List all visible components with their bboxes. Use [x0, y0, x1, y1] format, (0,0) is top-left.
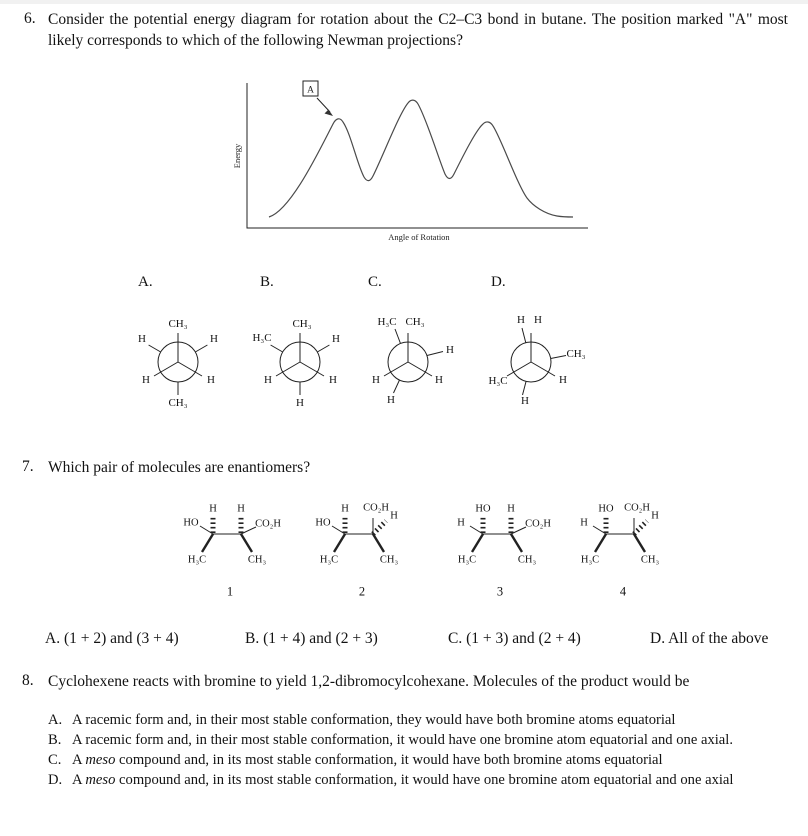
substituent-label: H: [651, 510, 659, 522]
substituent-label: CO₂H: [624, 502, 650, 514]
q7-answer-a: A. (1 + 2) and (3 + 4): [45, 630, 179, 647]
substituent-label: H: [209, 503, 217, 515]
substituent-label: H₃C: [319, 554, 339, 566]
newman-projection-c: [353, 274, 471, 426]
substituent-label: H: [332, 333, 340, 345]
substituent-label: H₃C: [252, 332, 272, 344]
substituent-label: CH₃: [517, 554, 537, 566]
option-text: A: [72, 772, 86, 788]
substituent-label: H: [341, 503, 349, 515]
substituent-label: HO: [598, 503, 614, 515]
substituent-label: H: [390, 510, 398, 522]
option-text: compound and, in its most stable conformation, it would have one bromine atom equatorial and one axial: [115, 772, 734, 788]
q7-answer-d: D. All of the above: [650, 630, 769, 647]
substituent-label: H: [264, 374, 272, 386]
projection-letter: D.: [491, 274, 506, 290]
projection-letter: A.: [138, 274, 153, 290]
newman-drawing: [476, 299, 588, 421]
substituent-label: H₃C: [377, 316, 397, 328]
newman-drawing: [245, 299, 357, 421]
q8-option-d: [48, 772, 733, 789]
option-text: A racemic form and, in their most stable conformation, they would have both bromine atoms equatorial: [72, 712, 676, 728]
option-text: A: [72, 752, 86, 768]
question-8-number: 8.: [22, 672, 34, 689]
substituent-label: CO₂H: [525, 518, 551, 530]
substituent-label: H: [210, 333, 218, 345]
substituent-label: H₃C: [580, 554, 600, 566]
substituent-label: CH₃: [405, 316, 425, 328]
skeletal-structure-2: [312, 492, 412, 606]
q8-option-a: [48, 712, 675, 729]
option-emphasis: meso: [85, 752, 116, 768]
substituent-label: H₃C: [488, 375, 508, 387]
option-label: B.: [48, 732, 62, 748]
substituent-label: CH₃: [292, 318, 312, 330]
option-label: C.: [48, 752, 62, 768]
structure-number: 3: [496, 584, 504, 599]
newman-projection-a: [123, 274, 241, 426]
projection-letter: B.: [260, 274, 274, 290]
substituent-label: HO: [315, 517, 331, 529]
substituent-label: H: [517, 314, 525, 326]
question-8-text: Cyclohexene reacts with bromine to yield 1,2-dibromocylcohexane. Molecules of the product would be: [48, 673, 690, 690]
structure-number: 4: [619, 584, 627, 599]
newman-drawing: [123, 299, 235, 421]
substituent-label: CH₃: [168, 318, 188, 330]
substituent-label: H: [457, 517, 465, 529]
y-axis-label: Energy: [233, 143, 242, 169]
projection-letter: C.: [368, 274, 382, 290]
q7-answer-b: B. (1 + 4) and (2 + 3): [245, 630, 378, 647]
newman-projection-b: [245, 274, 363, 426]
option-text: compound and, in its most stable conformation, it would have both bromine atoms equatorial: [115, 752, 663, 768]
substituent-label: H: [559, 374, 567, 386]
substituent-label: H: [435, 374, 443, 386]
structure-number: 1: [226, 584, 234, 599]
substituent-label: H: [329, 374, 337, 386]
substituent-label: CO₂H: [363, 502, 389, 514]
substituent-label: H₃C: [187, 554, 207, 566]
substituent-label: H: [372, 374, 380, 386]
substituent-label: H: [142, 374, 150, 386]
option-label: D.: [48, 772, 63, 788]
substituent-label: H: [521, 395, 529, 407]
q8-option-c: [48, 752, 663, 769]
question-7-text: Which pair of molecules are enantiomers?: [48, 459, 311, 476]
substituent-label: H: [237, 503, 245, 515]
q7-answer-c: C. (1 + 3) and (2 + 4): [448, 630, 581, 647]
substituent-label: H: [387, 394, 395, 406]
skeletal-structure-4: [573, 492, 673, 606]
substituent-label: CH₃: [566, 348, 586, 360]
skeletal-structure-3: [450, 492, 550, 606]
question-6-text: Consider the potential energy diagram for rotation about the C2–C3 bond in butane. The position marked "A" most likely corresponds to which of the following Newman projections?: [48, 11, 788, 49]
x-axis-label: Angle of Rotation: [388, 232, 450, 242]
marker-a-label: A: [307, 85, 314, 96]
question-7-number: 7.: [22, 458, 34, 475]
marker-arrow-line: [317, 98, 330, 112]
substituent-label: HO: [475, 503, 491, 515]
substituent-label: H: [534, 314, 542, 326]
question-6-number: 6.: [24, 10, 36, 27]
option-emphasis: meso: [85, 772, 116, 788]
substituent-label: CH₃: [168, 397, 188, 409]
marker-arrow-head: [325, 110, 334, 117]
page-edge-strip: [0, 0, 808, 4]
substituent-label: H₃C: [457, 554, 477, 566]
substituent-label: H: [507, 503, 515, 515]
structure-number: 2: [358, 584, 366, 599]
diagram-axes: [247, 83, 588, 228]
substituent-label: H: [207, 374, 215, 386]
substituent-label: H: [446, 344, 454, 356]
option-text: A racemic form and, in their most stable conformation, it would have one bromine atom equatorial and one axial.: [72, 732, 733, 748]
skeletal-structure-1: [180, 492, 280, 606]
newman-projection-d: [476, 274, 594, 426]
substituent-label: H: [580, 517, 588, 529]
newman-drawing: [353, 299, 465, 421]
substituent-label: CH₃: [640, 554, 660, 566]
q8-option-b: [48, 732, 733, 749]
substituent-label: H: [138, 333, 146, 345]
substituent-label: CO₂H: [255, 518, 281, 530]
substituent-label: HO: [183, 517, 199, 529]
option-label: A.: [48, 712, 63, 728]
energy-diagram: [233, 76, 603, 261]
substituent-label: CH₃: [247, 554, 267, 566]
potential-energy-curve: [269, 100, 573, 217]
substituent-label: H: [296, 397, 304, 409]
substituent-label: CH₃: [379, 554, 399, 566]
